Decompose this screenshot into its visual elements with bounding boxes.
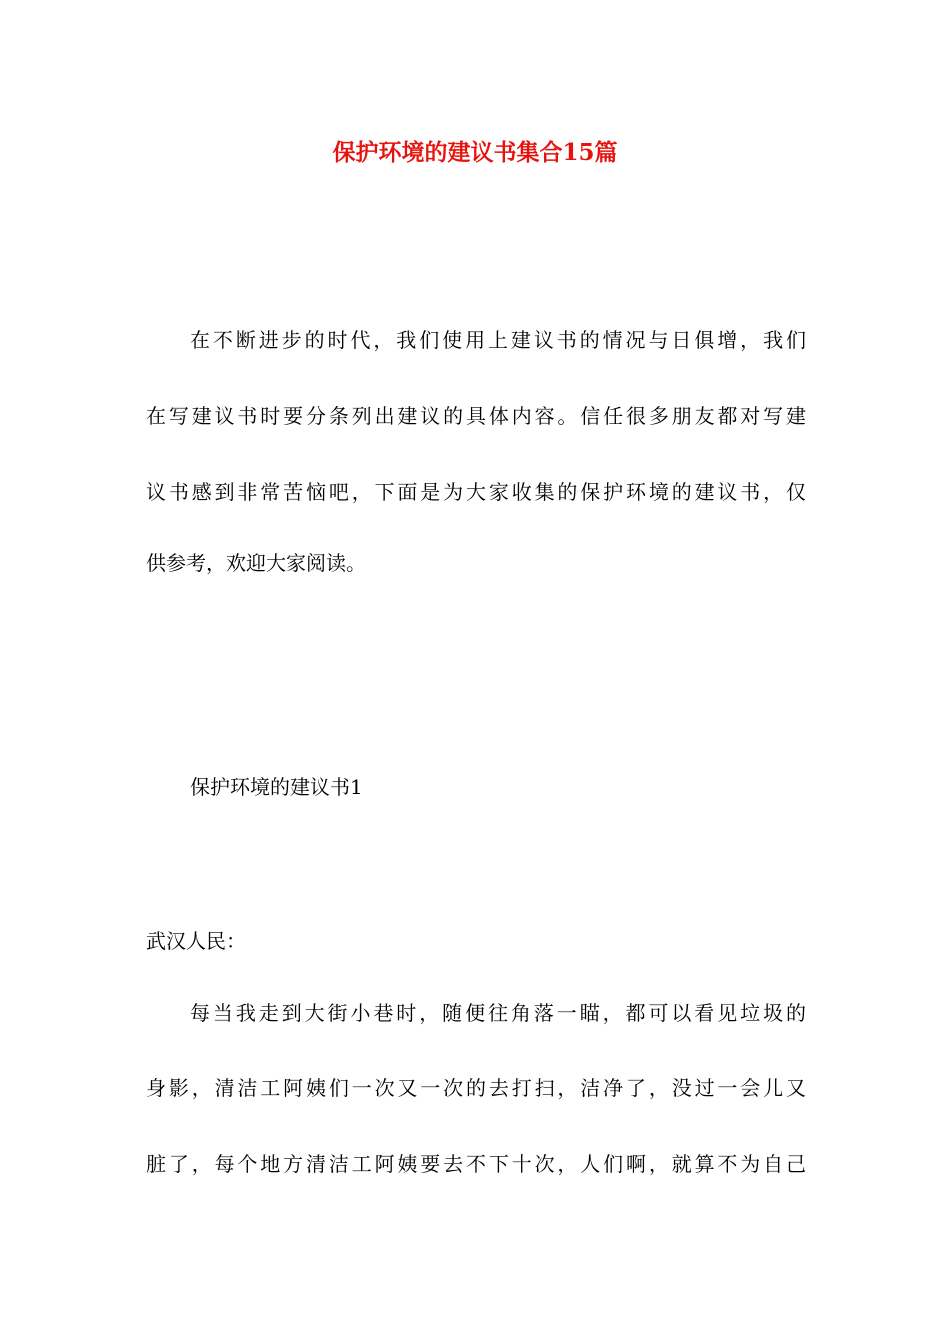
- document-title: 保护环境的建议书集合15篇: [332, 139, 618, 166]
- intro-line-4: 供参考，欢迎大家阅读。: [146, 551, 366, 575]
- body-line-1: 每当我走到大街小巷时，随便往角落一瞄，都可以看见垃圾的: [190, 1001, 806, 1025]
- section-heading: 保护环境的建议书1: [190, 775, 363, 799]
- intro-line-2: 在写建议书时要分条列出建议的具体内容。信任很多朋友都对写建: [146, 404, 806, 428]
- salutation: 武汉人民：: [146, 929, 246, 953]
- body-line-2: 身影，清洁工阿姨们一次又一次的去打扫，洁净了，没过一会儿又: [146, 1076, 806, 1100]
- intro-line-1: 在不断进步的时代，我们使用上建议书的情况与日俱增，我们: [190, 328, 806, 352]
- body-line-3: 脏了，每个地方清洁工阿姨要去不下十次，人们啊，就算不为自己: [146, 1152, 806, 1176]
- intro-line-3: 议书感到非常苦恼吧，下面是为大家收集的保护环境的建议书，仅: [146, 480, 806, 504]
